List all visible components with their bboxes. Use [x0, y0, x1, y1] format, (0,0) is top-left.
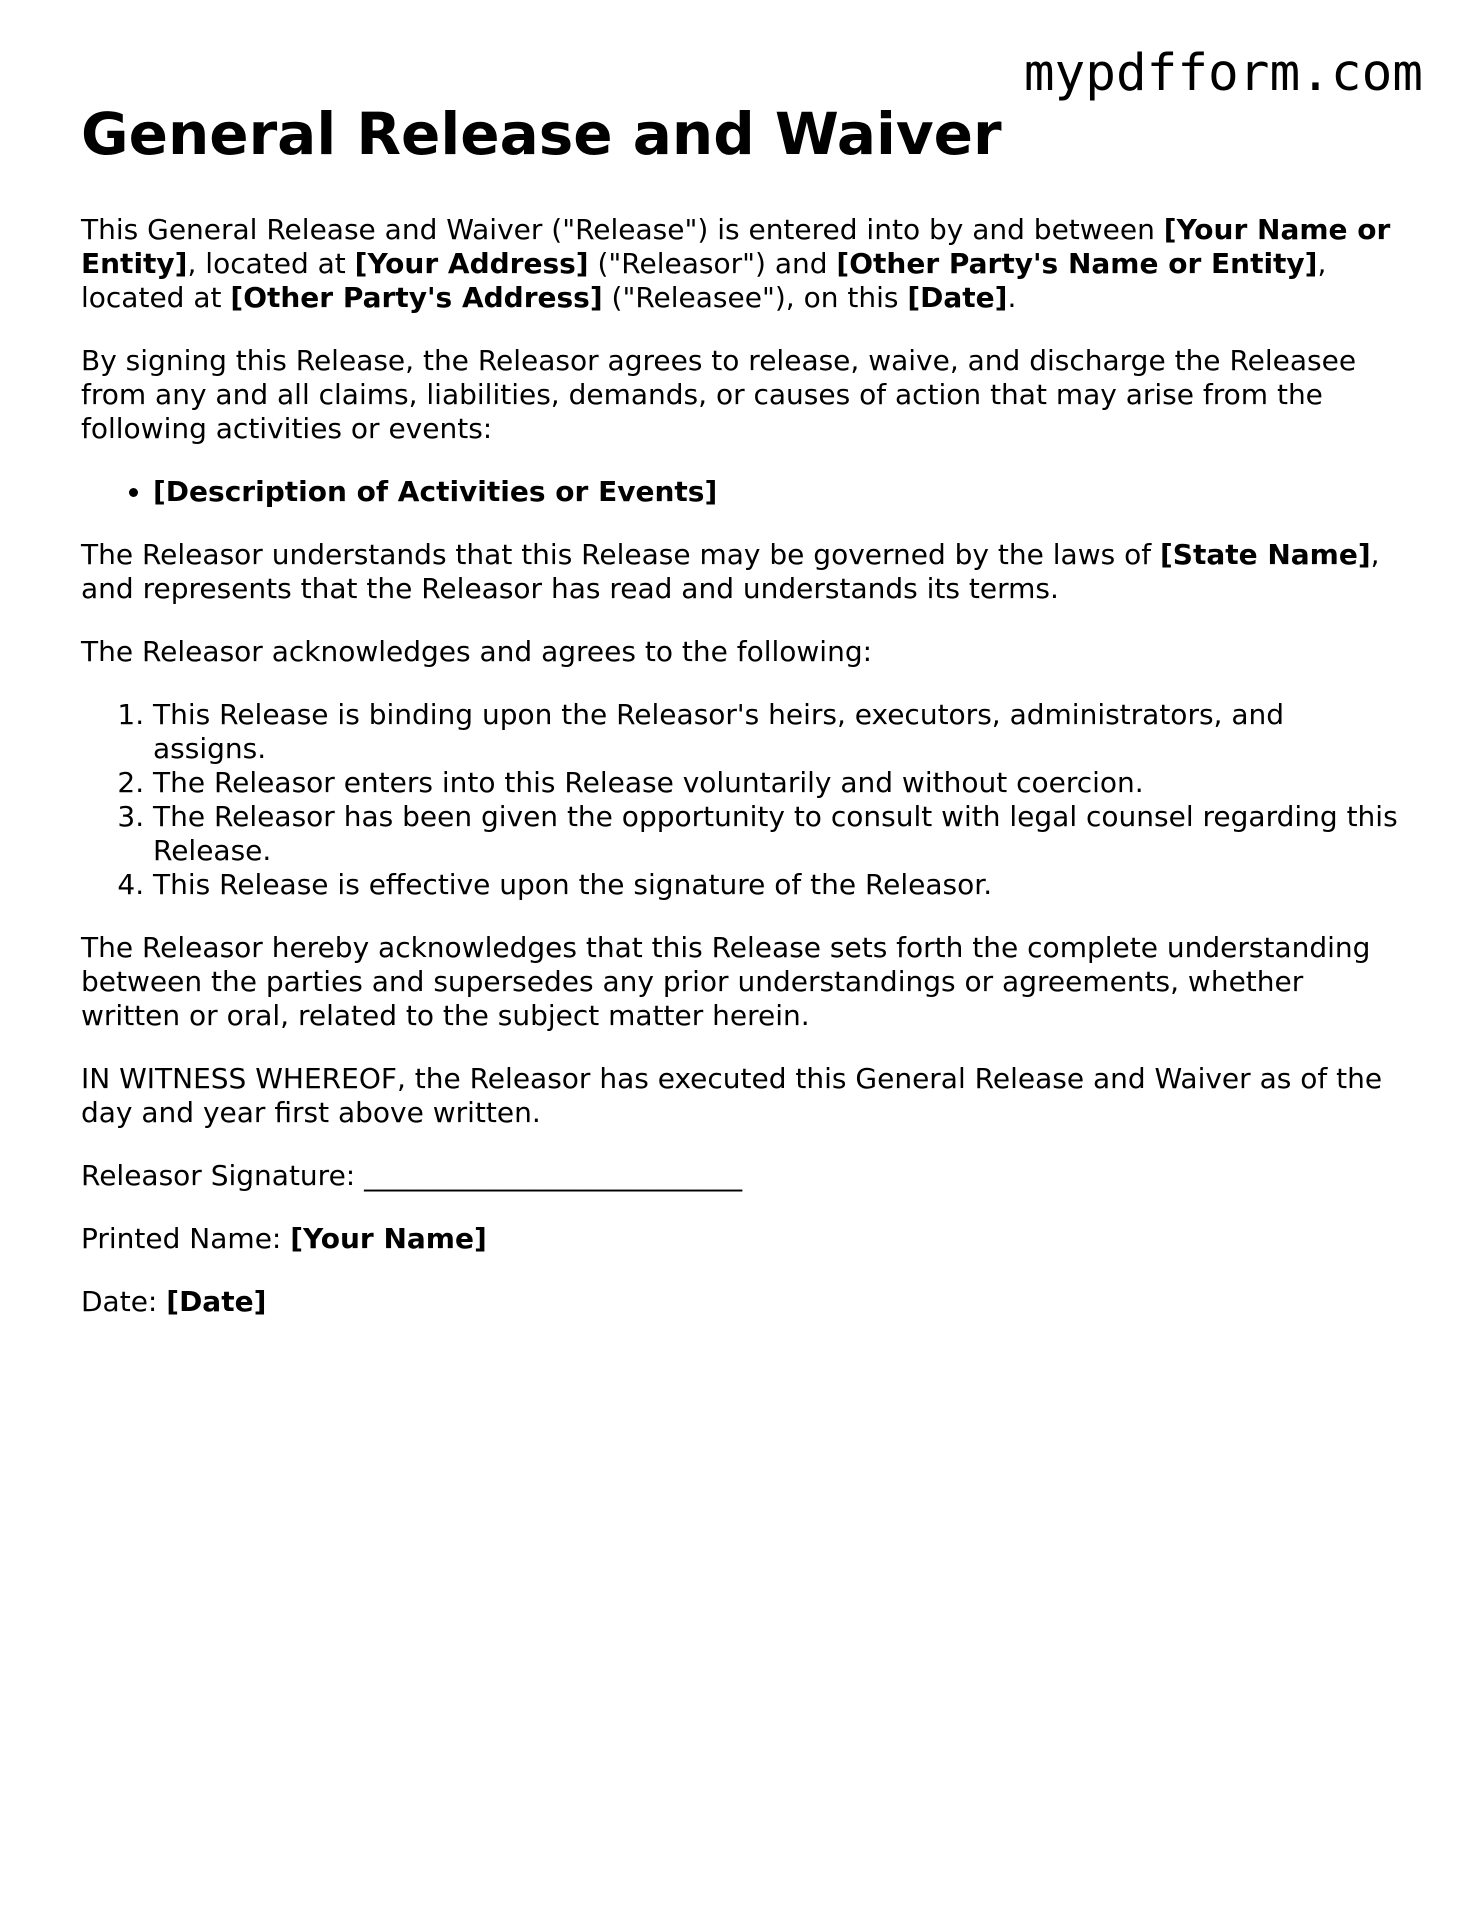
printed-name-line: [81, 1222, 1401, 1256]
acknowledge-intro: The Releasor acknowledges and agrees to the following:: [81, 635, 873, 668]
list-item: [153, 475, 1401, 509]
governing-law-paragraph: [81, 538, 1401, 606]
other-party-address-placeholder: [Other Party's Address]: [230, 281, 603, 314]
your-name-entity-placeholder: [Your Name or Entity]: [81, 213, 1391, 280]
date-line: [81, 1285, 1401, 1319]
release-paragraph: By signing this Release, the Releasor agrees to release, waive, and discharge the Releasee from any and all claims, liabilities, demands, or causes of action that may arise from the following activities or events:: [81, 344, 1357, 445]
signature-line: [81, 1159, 1401, 1193]
list-item: 3. The Releasor has been given the opportunity to consult with legal counsel regarding this Release.: [153, 800, 1401, 868]
state-name-placeholder: [State Name]: [1159, 538, 1371, 571]
list-item: 2. The Releasor enters into this Release voluntarily and without coercion.: [153, 766, 1401, 800]
date-placeholder: [Date]: [907, 281, 1008, 314]
intro-paragraph: [81, 213, 1401, 315]
activities-list: [81, 475, 1401, 509]
terms-list: [81, 698, 1401, 902]
document-title: General Release and Waiver: [81, 100, 1002, 168]
activities-placeholder: [Description of Activities or Events]: [153, 475, 718, 508]
document-body: [81, 213, 1401, 1348]
printed-name-placeholder: [Your Name]: [290, 1222, 487, 1255]
other-party-name-placeholder: [Other Party's Name or Entity]: [836, 247, 1318, 280]
signature-blank: ___________________________: [364, 1159, 743, 1192]
intro-text: , located at: [187, 247, 355, 280]
your-address-placeholder: [Your Address]: [354, 247, 589, 280]
signature-label: Releasor Signature:: [81, 1159, 365, 1192]
date-value-placeholder: [Date]: [166, 1285, 267, 1318]
intro-text: This General Release and Waiver ("Release") is entered into by and between: [81, 213, 1164, 246]
intro-text: , located at: [81, 247, 1327, 314]
intro-text: .: [1007, 281, 1017, 314]
watermark-logo: mypdfform.com: [1023, 44, 1423, 103]
governing-text: , and represents that the Releasor has read and understands its terms.: [81, 538, 1380, 605]
list-item: 4. This Release is effective upon the signature of the Releasor.: [153, 868, 1401, 902]
intro-text: ("Releasee"), on this: [602, 281, 908, 314]
intro-text: ("Releasor") and: [588, 247, 837, 280]
list-item: 1. This Release is binding upon the Releasor's heirs, executors, administrators, and assigns.: [153, 698, 1401, 766]
witness-paragraph: IN WITNESS WHEREOF, the Releasor has executed this General Release and Waiver as of the day and year first above written.: [81, 1062, 1383, 1129]
printed-name-label: Printed Name:: [81, 1222, 291, 1255]
governing-text: The Releasor understands that this Release may be governed by the laws of: [81, 538, 1160, 571]
complete-understanding-paragraph: The Releasor hereby acknowledges that this Release sets forth the complete understanding between the parties and supersedes any prior understandings or agreements, whether written or oral, related to the subject matter herein.: [81, 931, 1371, 1032]
date-label: Date:: [81, 1285, 167, 1318]
